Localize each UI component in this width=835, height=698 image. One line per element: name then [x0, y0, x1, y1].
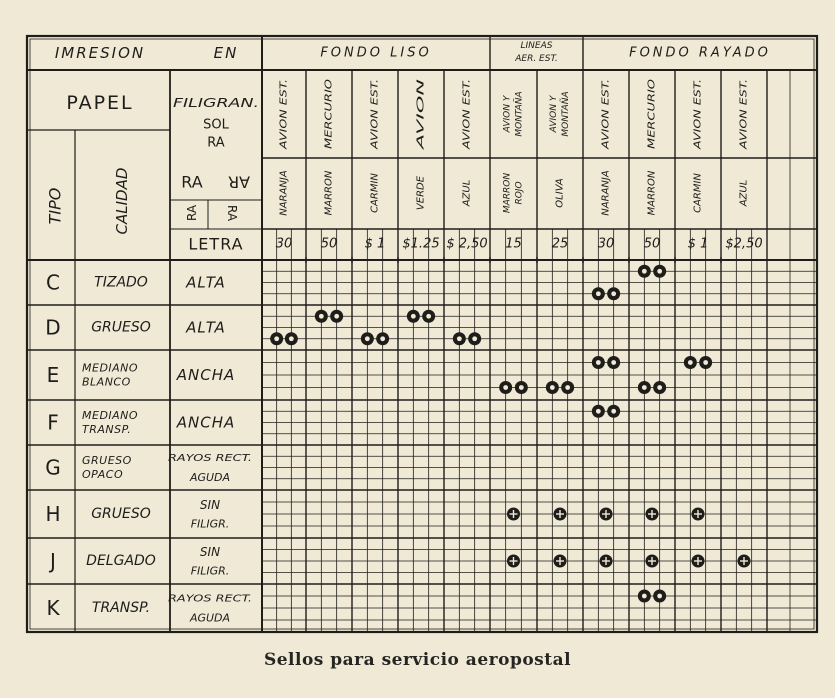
row-calidad-label: TRANSP. — [82, 423, 132, 436]
row-filigrana-label: ANCHA — [176, 413, 236, 432]
calidad-label: CALIDAD — [113, 167, 131, 235]
column-design-label: AVION EST. — [738, 93, 750, 149]
row-filigrana-label: RAYOS RECT. — [168, 593, 252, 605]
row-filigrana-label: AGUDA — [189, 471, 231, 484]
filigrana-label: FILIGRAN. — [173, 96, 259, 110]
column-design-label: AVION — [415, 117, 427, 149]
row-calidad-label: GRUESO — [82, 454, 132, 467]
watermark-dot-mark — [611, 360, 616, 365]
watermark-dot-mark — [642, 385, 647, 390]
column-value-label: $2,50 — [725, 236, 763, 252]
watermark-dot-mark — [289, 336, 294, 341]
column-design-label: MERCURIO — [646, 95, 658, 149]
row-filigrana-label: FILIGR. — [190, 564, 230, 578]
column-design-label: AVION Y — [549, 95, 559, 133]
column-color-label: NARANJA — [278, 170, 290, 216]
watermark-dot-mark — [657, 385, 662, 390]
column-value-label: 50 — [320, 236, 338, 252]
column-design-label: AVION Y — [502, 95, 513, 133]
column-design-label: AVION EST. — [600, 93, 612, 149]
row-tipo-label: K — [46, 596, 60, 620]
column-color-label: NARANJA — [600, 170, 612, 216]
watermark-dot-mark — [657, 269, 662, 274]
column-design-label: MONTAÑA — [561, 91, 571, 137]
column-color-label: VERDE — [415, 175, 427, 211]
watermark-dot-mark — [703, 360, 708, 365]
filigrana-ra-label: RA — [225, 204, 239, 222]
letra-label: LETRA — [188, 234, 244, 254]
row-tipo-label: H — [45, 502, 61, 526]
watermark-dot-mark — [596, 291, 601, 296]
row-calidad-label: TRANSP. — [91, 600, 151, 616]
watermark-dot-mark — [642, 594, 647, 599]
watermark-dot-mark — [596, 360, 601, 365]
watermark-dot-mark — [411, 314, 416, 319]
watermark-dot-mark — [426, 314, 431, 319]
column-design-label: MONTAÑA — [514, 91, 525, 137]
impresion-label: IMRESION — [54, 44, 146, 62]
lineas-aereas-label: AER. EST. — [515, 54, 558, 64]
watermark-dot-mark — [472, 336, 477, 341]
watermark-dot-mark — [565, 385, 570, 390]
column-color-label: AZUL — [738, 179, 750, 207]
row-calidad-label: TIZADO — [94, 274, 148, 291]
column-color-label: CARMIN — [692, 173, 704, 213]
column-value-label: 25 — [551, 236, 569, 252]
row-filigrana-label: AGUDA — [189, 611, 231, 625]
row-calidad-label: DELGADO — [86, 553, 156, 569]
watermark-dot-mark — [380, 336, 385, 341]
row-tipo-label: C — [46, 270, 60, 295]
row-calidad-label: GRUESO — [91, 506, 151, 522]
fondo-rayado-label: FONDO RAYADO — [629, 45, 771, 61]
column-value-label: 15 — [505, 236, 522, 252]
fondo-liso-label: FONDO LISO — [320, 45, 432, 61]
row-filigrana-label: RAYOS RECT. — [168, 453, 252, 464]
watermark-dot-mark — [611, 291, 616, 296]
row-calidad-label: GRUESO — [91, 319, 151, 336]
watermark-dot-mark — [503, 385, 508, 390]
filigrana-label: RA — [207, 135, 225, 151]
watermark-dot-mark — [457, 336, 462, 341]
tipo-label: TIPO — [45, 187, 65, 225]
column-design-label: AVION EST. — [369, 93, 381, 149]
column-value-label: $ 1 — [687, 236, 709, 252]
row-filigrana-label: ANCHA — [176, 366, 236, 384]
watermark-dot-mark — [334, 314, 339, 319]
row-filigrana-label: SIN — [199, 545, 221, 559]
row-filigrana-label: FILIGR. — [190, 517, 230, 531]
column-color-label: CARMIN — [369, 173, 381, 213]
watermark-dot-mark — [611, 409, 616, 414]
column-color-label: MARRON — [323, 170, 335, 216]
column-color-label: MARRON — [502, 172, 513, 214]
column-value-label: $ 1 — [364, 236, 386, 252]
column-color-label: MARRON — [646, 170, 658, 216]
row-filigrana-label: ALTA — [186, 318, 226, 337]
column-design-label: AVION EST. — [278, 93, 290, 149]
watermark-dot-mark — [319, 314, 324, 319]
filigrana-ra-label: RA — [181, 172, 203, 192]
watermark-dot-mark — [642, 269, 647, 274]
row-filigrana-label: ALTA — [186, 273, 226, 292]
column-value-label: $1.25 — [402, 236, 440, 252]
column-value-label: $ 2,50 — [446, 236, 488, 252]
watermark-dot-mark — [274, 336, 279, 341]
row-calidad-label: MEDIANO — [82, 409, 139, 422]
column-design-label: MERCURIO — [323, 95, 335, 149]
watermark-dot-mark — [657, 594, 662, 599]
row-tipo-label: D — [45, 315, 61, 340]
caption: Sellos para servicio aeropostal — [263, 650, 572, 670]
papel-label: PAPEL — [66, 92, 134, 114]
column-color-label: OLIVA — [554, 178, 566, 208]
row-calidad-label: OPACO — [82, 468, 124, 481]
row-filigrana-label: SIN — [199, 498, 221, 512]
row-calidad-label: MEDIANO — [82, 361, 139, 375]
impresion-en-label: EN — [213, 44, 239, 62]
row-tipo-label: J — [50, 549, 56, 573]
watermark-dot-mark — [519, 385, 524, 390]
row-tipo-label: G — [45, 455, 61, 480]
filigrana-ra-label: RA — [185, 204, 199, 222]
row-tipo-label: E — [46, 363, 60, 387]
row-calidad-label: BLANCO — [82, 375, 131, 389]
filigrana-ra-label: AR — [227, 172, 251, 192]
column-design-label: AVION EST. — [692, 93, 704, 149]
column-value-label: 50 — [643, 236, 661, 252]
column-color-label: ROJO — [514, 181, 525, 205]
watermark-dot-mark — [596, 409, 601, 414]
watermark-dot-mark — [550, 385, 555, 390]
watermark-dot-mark — [688, 360, 693, 365]
row-tipo-label: F — [47, 410, 59, 435]
column-color-label: AZUL — [461, 179, 473, 207]
watermark-dot-mark — [365, 336, 370, 341]
column-value-label: 30 — [597, 236, 615, 252]
filigrana-label: SOL — [203, 117, 229, 133]
lineas-aereas-label: LINEAS — [520, 41, 553, 51]
column-design-label: AVION EST. — [461, 93, 473, 149]
column-value-label: 30 — [275, 236, 293, 252]
